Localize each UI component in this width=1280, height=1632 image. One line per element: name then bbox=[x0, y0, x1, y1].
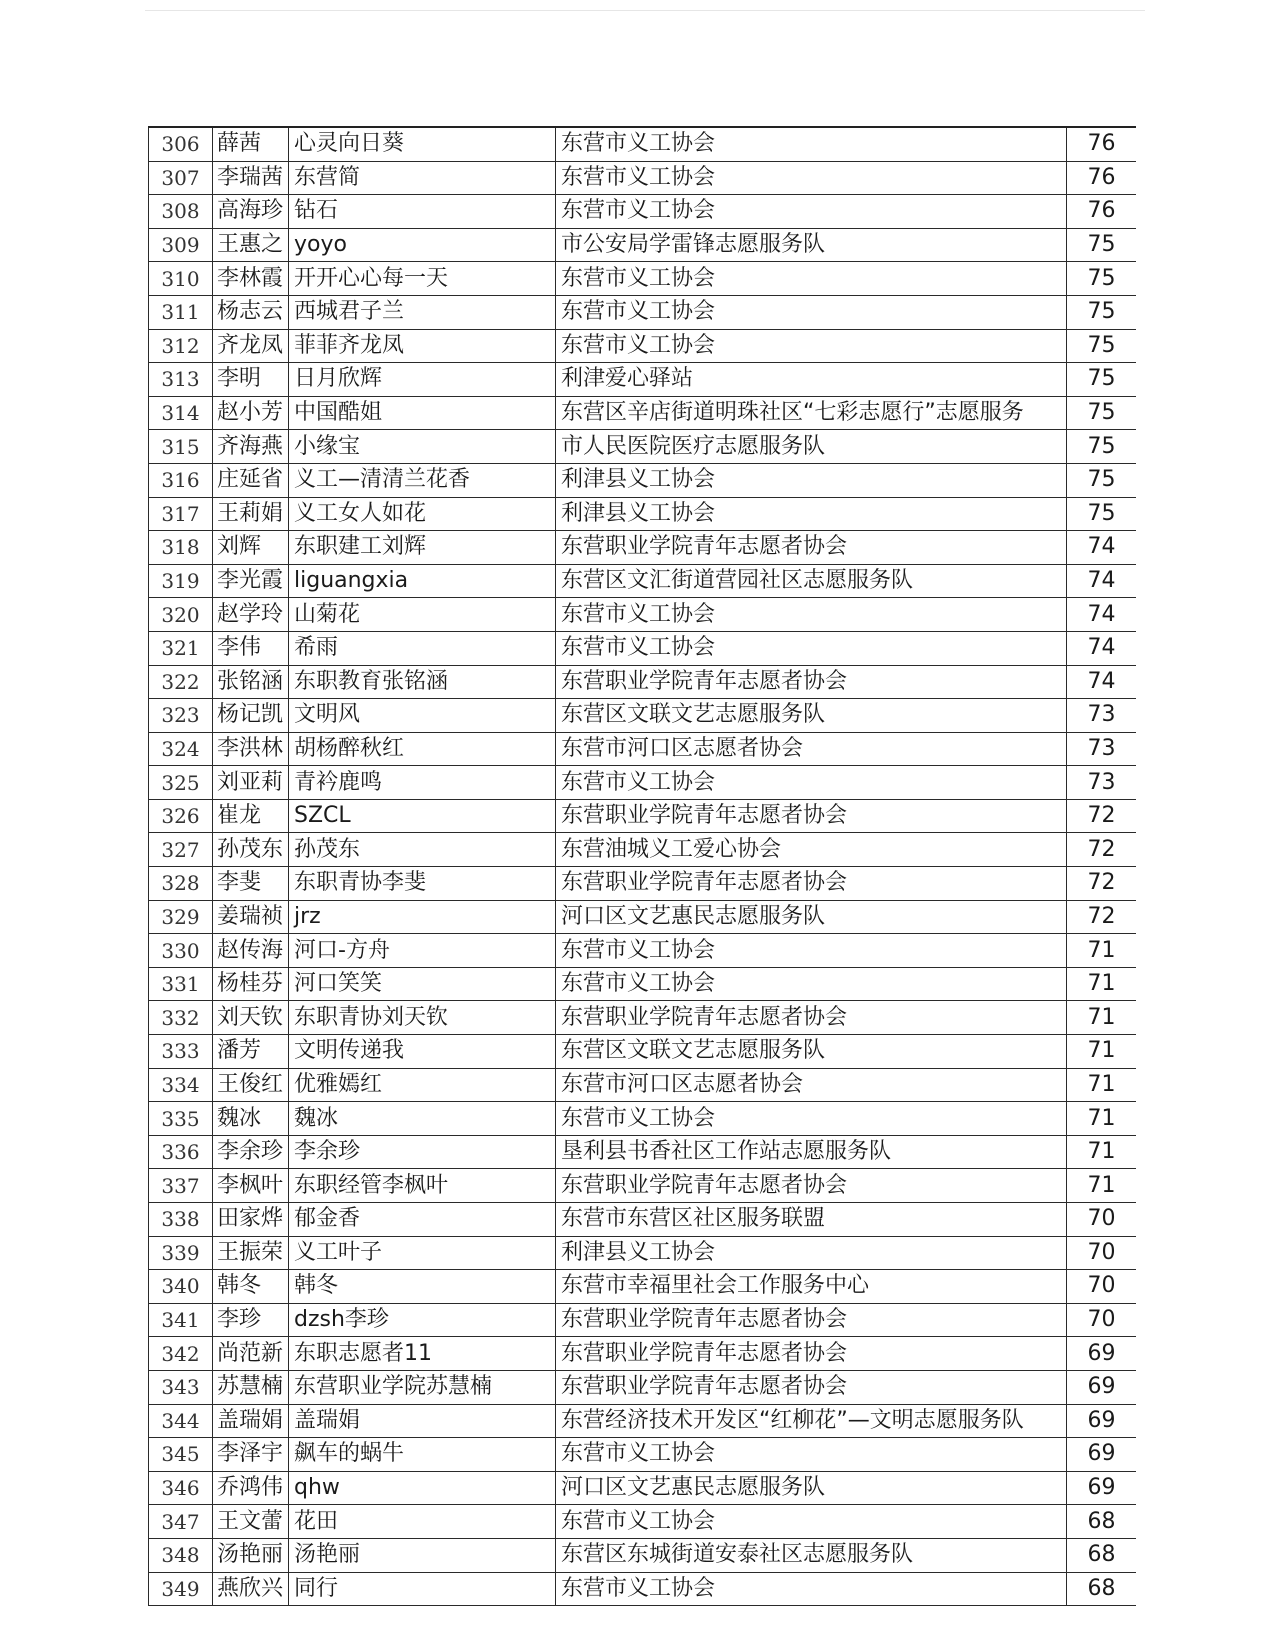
volunteer-name: 薛茜 bbox=[213, 127, 289, 161]
volunteer-nickname: 胡杨醉秋红 bbox=[289, 732, 556, 766]
row-number: 336 bbox=[149, 1135, 213, 1169]
volunteer-organization: 东营市河口区志愿者协会 bbox=[556, 732, 1067, 766]
volunteer-name: 庄延省 bbox=[213, 463, 289, 497]
volunteer-nickname: 河口笑笑 bbox=[289, 967, 556, 1001]
table-row bbox=[149, 1404, 1137, 1438]
volunteer-score: 74 bbox=[1067, 598, 1137, 632]
volunteer-name: 王振荣 bbox=[213, 1236, 289, 1270]
volunteer-score: 70 bbox=[1067, 1270, 1137, 1304]
volunteer-organization: 东营区文联文艺志愿服务队 bbox=[556, 699, 1067, 733]
volunteer-nickname: jrz bbox=[289, 900, 556, 934]
row-number: 310 bbox=[149, 262, 213, 296]
row-number: 335 bbox=[149, 1102, 213, 1136]
volunteer-score: 73 bbox=[1067, 699, 1137, 733]
volunteer-score: 69 bbox=[1067, 1337, 1137, 1371]
volunteer-nickname: 义工女人如花 bbox=[289, 497, 556, 531]
volunteer-score: 71 bbox=[1067, 934, 1137, 968]
table-row bbox=[149, 1572, 1137, 1606]
volunteer-organization: 东营市义工协会 bbox=[556, 1505, 1067, 1539]
volunteer-nickname: 山菊花 bbox=[289, 598, 556, 632]
volunteer-name: 李伟 bbox=[213, 631, 289, 665]
volunteer-nickname: 菲菲齐龙凤 bbox=[289, 329, 556, 363]
table-row bbox=[149, 799, 1137, 833]
volunteer-nickname: 孙茂东 bbox=[289, 833, 556, 867]
volunteer-score: 69 bbox=[1067, 1370, 1137, 1404]
volunteer-organization: 东营市义工协会 bbox=[556, 161, 1067, 195]
volunteer-name: 燕欣兴 bbox=[213, 1572, 289, 1606]
row-number: 320 bbox=[149, 598, 213, 632]
volunteer-name: 王惠之 bbox=[213, 228, 289, 262]
volunteer-organization: 东营经济技术开发区“红柳花”—文明志愿服务队 bbox=[556, 1404, 1067, 1438]
table-row bbox=[149, 1135, 1137, 1169]
table-row bbox=[149, 1068, 1137, 1102]
table-row bbox=[149, 1505, 1137, 1539]
volunteer-nickname: 东职青协刘天钦 bbox=[289, 1001, 556, 1035]
volunteer-name: 杨记凯 bbox=[213, 699, 289, 733]
volunteer-score: 75 bbox=[1067, 329, 1137, 363]
table-row bbox=[149, 1169, 1137, 1203]
volunteer-name: 李瑞茜 bbox=[213, 161, 289, 195]
volunteer-organization: 东营区文联文艺志愿服务队 bbox=[556, 1035, 1067, 1069]
table-row bbox=[149, 430, 1137, 464]
row-number: 314 bbox=[149, 396, 213, 430]
row-number: 325 bbox=[149, 766, 213, 800]
volunteer-organization: 东营职业学院青年志愿者协会 bbox=[556, 1370, 1067, 1404]
volunteer-organization: 东营职业学院青年志愿者协会 bbox=[556, 1001, 1067, 1035]
volunteer-organization: 东营市河口区志愿者协会 bbox=[556, 1068, 1067, 1102]
volunteer-nickname: 东职青协李斐 bbox=[289, 867, 556, 901]
table-row bbox=[149, 531, 1137, 565]
row-number: 329 bbox=[149, 900, 213, 934]
volunteer-name: 李泽宇 bbox=[213, 1438, 289, 1472]
volunteer-name: 王文蕾 bbox=[213, 1505, 289, 1539]
row-number: 315 bbox=[149, 430, 213, 464]
volunteer-name: 刘天钦 bbox=[213, 1001, 289, 1035]
volunteer-organization: 垦利县书香社区工作站志愿服务队 bbox=[556, 1135, 1067, 1169]
volunteer-nickname: dzsh李珍 bbox=[289, 1303, 556, 1337]
row-number: 312 bbox=[149, 329, 213, 363]
volunteer-score: 68 bbox=[1067, 1505, 1137, 1539]
volunteer-nickname: 郁金香 bbox=[289, 1203, 556, 1237]
row-number: 345 bbox=[149, 1438, 213, 1472]
volunteer-nickname: 文明传递我 bbox=[289, 1035, 556, 1069]
row-number: 339 bbox=[149, 1236, 213, 1270]
table-row bbox=[149, 363, 1137, 397]
table-row bbox=[149, 1001, 1137, 1035]
volunteer-nickname: 希雨 bbox=[289, 631, 556, 665]
volunteer-organization: 东营区东城街道安泰社区志愿服务队 bbox=[556, 1538, 1067, 1572]
volunteer-organization: 河口区文艺惠民志愿服务队 bbox=[556, 900, 1067, 934]
row-number: 334 bbox=[149, 1068, 213, 1102]
row-number: 338 bbox=[149, 1203, 213, 1237]
row-number: 342 bbox=[149, 1337, 213, 1371]
volunteer-organization: 东营职业学院青年志愿者协会 bbox=[556, 1337, 1067, 1371]
volunteer-score: 72 bbox=[1067, 900, 1137, 934]
volunteer-name: 赵学玲 bbox=[213, 598, 289, 632]
volunteer-score: 75 bbox=[1067, 295, 1137, 329]
volunteer-score: 71 bbox=[1067, 967, 1137, 1001]
volunteer-nickname: 魏冰 bbox=[289, 1102, 556, 1136]
table-row bbox=[149, 867, 1137, 901]
volunteer-nickname: 盖瑞娟 bbox=[289, 1404, 556, 1438]
volunteer-score: 75 bbox=[1067, 430, 1137, 464]
volunteer-nickname: 汤艳丽 bbox=[289, 1538, 556, 1572]
volunteer-name: 魏冰 bbox=[213, 1102, 289, 1136]
table-row bbox=[149, 1337, 1137, 1371]
volunteer-score: 70 bbox=[1067, 1303, 1137, 1337]
volunteer-score: 74 bbox=[1067, 564, 1137, 598]
volunteer-nickname: 东职教育张铭涵 bbox=[289, 665, 556, 699]
table-row bbox=[149, 766, 1137, 800]
table-row bbox=[149, 699, 1137, 733]
row-number: 306 bbox=[149, 127, 213, 161]
volunteer-organization: 东营市义工协会 bbox=[556, 1438, 1067, 1472]
volunteer-nickname: 文明风 bbox=[289, 699, 556, 733]
volunteer-organization: 东营市义工协会 bbox=[556, 598, 1067, 632]
row-number: 321 bbox=[149, 631, 213, 665]
volunteer-organization: 东营职业学院青年志愿者协会 bbox=[556, 867, 1067, 901]
volunteer-nickname: 飙车的蜗牛 bbox=[289, 1438, 556, 1472]
volunteer-nickname: 钻石 bbox=[289, 195, 556, 229]
row-number: 313 bbox=[149, 363, 213, 397]
volunteer-nickname: 东职经管李枫叶 bbox=[289, 1169, 556, 1203]
volunteer-organization: 东营市义工协会 bbox=[556, 766, 1067, 800]
volunteer-organization: 东营市义工协会 bbox=[556, 329, 1067, 363]
volunteer-name: 齐龙凤 bbox=[213, 329, 289, 363]
volunteer-name: 杨志云 bbox=[213, 295, 289, 329]
volunteer-name: 李余珍 bbox=[213, 1135, 289, 1169]
table-row bbox=[149, 967, 1137, 1001]
table-row bbox=[149, 295, 1137, 329]
volunteer-table bbox=[148, 126, 1136, 1606]
table-row bbox=[149, 564, 1137, 598]
table-row bbox=[149, 497, 1137, 531]
volunteer-score: 71 bbox=[1067, 1001, 1137, 1035]
volunteer-nickname: 河口-方舟 bbox=[289, 934, 556, 968]
volunteer-score: 76 bbox=[1067, 127, 1137, 161]
volunteer-score: 73 bbox=[1067, 766, 1137, 800]
table-row bbox=[149, 463, 1137, 497]
volunteer-organization: 东营市幸福里社会工作服务中心 bbox=[556, 1270, 1067, 1304]
volunteer-nickname: 小缘宝 bbox=[289, 430, 556, 464]
table-row bbox=[149, 833, 1137, 867]
volunteer-score: 72 bbox=[1067, 833, 1137, 867]
volunteer-organization: 东营职业学院青年志愿者协会 bbox=[556, 531, 1067, 565]
volunteer-organization: 东营市义工协会 bbox=[556, 1572, 1067, 1606]
row-number: 317 bbox=[149, 497, 213, 531]
table-row bbox=[149, 396, 1137, 430]
volunteer-nickname: 韩冬 bbox=[289, 1270, 556, 1304]
volunteer-name: 韩冬 bbox=[213, 1270, 289, 1304]
volunteer-name: 乔鸿伟 bbox=[213, 1471, 289, 1505]
row-number: 327 bbox=[149, 833, 213, 867]
volunteer-score: 70 bbox=[1067, 1236, 1137, 1270]
volunteer-name: 齐海燕 bbox=[213, 430, 289, 464]
row-number: 344 bbox=[149, 1404, 213, 1438]
volunteer-nickname: 优雅嫣红 bbox=[289, 1068, 556, 1102]
volunteer-organization: 市公安局学雷锋志愿服务队 bbox=[556, 228, 1067, 262]
volunteer-nickname: 东营职业学院苏慧楠 bbox=[289, 1370, 556, 1404]
table-row bbox=[149, 1370, 1137, 1404]
volunteer-roster-sheet bbox=[148, 126, 1136, 1632]
volunteer-name: 李明 bbox=[213, 363, 289, 397]
row-number: 332 bbox=[149, 1001, 213, 1035]
row-number: 343 bbox=[149, 1370, 213, 1404]
table-row bbox=[149, 1270, 1137, 1304]
table-row bbox=[149, 1203, 1137, 1237]
volunteer-score: 68 bbox=[1067, 1572, 1137, 1606]
volunteer-name: 高海珍 bbox=[213, 195, 289, 229]
volunteer-organization: 利津县义工协会 bbox=[556, 1236, 1067, 1270]
volunteer-organization: 利津县义工协会 bbox=[556, 497, 1067, 531]
volunteer-organization: 河口区文艺惠民志愿服务队 bbox=[556, 1471, 1067, 1505]
volunteer-score: 75 bbox=[1067, 363, 1137, 397]
table-row bbox=[149, 228, 1137, 262]
volunteer-name: 李斐 bbox=[213, 867, 289, 901]
table-row bbox=[149, 1471, 1137, 1505]
volunteer-name: 杨桂芬 bbox=[213, 967, 289, 1001]
volunteer-name: 李洪林 bbox=[213, 732, 289, 766]
volunteer-name: 田家烨 bbox=[213, 1203, 289, 1237]
volunteer-score: 71 bbox=[1067, 1169, 1137, 1203]
volunteer-score: 73 bbox=[1067, 732, 1137, 766]
volunteer-organization: 市人民医院医疗志愿服务队 bbox=[556, 430, 1067, 464]
table-row bbox=[149, 1303, 1137, 1337]
row-number: 307 bbox=[149, 161, 213, 195]
volunteer-organization: 东营职业学院青年志愿者协会 bbox=[556, 1303, 1067, 1337]
volunteer-score: 75 bbox=[1067, 228, 1137, 262]
volunteer-score: 72 bbox=[1067, 867, 1137, 901]
row-number: 324 bbox=[149, 732, 213, 766]
volunteer-organization: 东营区文汇街道营园社区志愿服务队 bbox=[556, 564, 1067, 598]
row-number: 349 bbox=[149, 1572, 213, 1606]
row-number: 348 bbox=[149, 1538, 213, 1572]
volunteer-name: 李光霞 bbox=[213, 564, 289, 598]
volunteer-organization: 东营区辛店街道明珠社区“七彩志愿行”志愿服务 bbox=[556, 396, 1067, 430]
volunteer-organization: 东营市义工协会 bbox=[556, 967, 1067, 1001]
volunteer-name: 王俊红 bbox=[213, 1068, 289, 1102]
volunteer-organization: 东营职业学院青年志愿者协会 bbox=[556, 665, 1067, 699]
volunteer-nickname: 日月欣辉 bbox=[289, 363, 556, 397]
volunteer-nickname: 心灵向日葵 bbox=[289, 127, 556, 161]
volunteer-score: 70 bbox=[1067, 1203, 1137, 1237]
volunteer-nickname: 东职建工刘辉 bbox=[289, 531, 556, 565]
row-number: 318 bbox=[149, 531, 213, 565]
row-number: 316 bbox=[149, 463, 213, 497]
volunteer-organization: 利津爱心驿站 bbox=[556, 363, 1067, 397]
volunteer-organization: 东营市东营区社区服务联盟 bbox=[556, 1203, 1067, 1237]
table-row bbox=[149, 1102, 1137, 1136]
table-row bbox=[149, 665, 1137, 699]
volunteer-name: 张铭涵 bbox=[213, 665, 289, 699]
row-number: 333 bbox=[149, 1035, 213, 1069]
volunteer-nickname: qhw bbox=[289, 1471, 556, 1505]
row-number: 331 bbox=[149, 967, 213, 1001]
volunteer-nickname: 西城君子兰 bbox=[289, 295, 556, 329]
table-row bbox=[149, 329, 1137, 363]
volunteer-score: 69 bbox=[1067, 1471, 1137, 1505]
table-row bbox=[149, 598, 1137, 632]
volunteer-organization: 东营市义工协会 bbox=[556, 295, 1067, 329]
volunteer-organization: 东营职业学院青年志愿者协会 bbox=[556, 799, 1067, 833]
volunteer-nickname: 中国酷姐 bbox=[289, 396, 556, 430]
table-row bbox=[149, 161, 1137, 195]
volunteer-name: 刘辉 bbox=[213, 531, 289, 565]
volunteer-score: 71 bbox=[1067, 1102, 1137, 1136]
volunteer-organization: 东营市义工协会 bbox=[556, 262, 1067, 296]
volunteer-score: 75 bbox=[1067, 396, 1137, 430]
volunteer-name: 姜瑞祯 bbox=[213, 900, 289, 934]
volunteer-score: 71 bbox=[1067, 1135, 1137, 1169]
table-row bbox=[149, 127, 1137, 161]
volunteer-name: 王莉娟 bbox=[213, 497, 289, 531]
volunteer-score: 72 bbox=[1067, 799, 1137, 833]
volunteer-nickname: 东营简 bbox=[289, 161, 556, 195]
volunteer-name: 李林霞 bbox=[213, 262, 289, 296]
volunteer-organization: 东营市义工协会 bbox=[556, 1102, 1067, 1136]
volunteer-organization: 东营市义工协会 bbox=[556, 934, 1067, 968]
table-row bbox=[149, 1538, 1137, 1572]
volunteer-nickname: liguangxia bbox=[289, 564, 556, 598]
volunteer-score: 75 bbox=[1067, 262, 1137, 296]
volunteer-name: 崔龙 bbox=[213, 799, 289, 833]
volunteer-nickname: 青衿鹿鸣 bbox=[289, 766, 556, 800]
volunteer-nickname: 同行 bbox=[289, 1572, 556, 1606]
page-edge-line bbox=[145, 10, 1145, 11]
row-number: 341 bbox=[149, 1303, 213, 1337]
row-number: 309 bbox=[149, 228, 213, 262]
volunteer-organization: 东营职业学院青年志愿者协会 bbox=[556, 1169, 1067, 1203]
volunteer-score: 76 bbox=[1067, 161, 1137, 195]
volunteer-name: 赵传海 bbox=[213, 934, 289, 968]
volunteer-organization: 东营市义工协会 bbox=[556, 127, 1067, 161]
volunteer-name: 盖瑞娟 bbox=[213, 1404, 289, 1438]
table-row bbox=[149, 195, 1137, 229]
volunteer-nickname: 李余珍 bbox=[289, 1135, 556, 1169]
row-number: 322 bbox=[149, 665, 213, 699]
row-number: 311 bbox=[149, 295, 213, 329]
table-row bbox=[149, 934, 1137, 968]
volunteer-score: 71 bbox=[1067, 1068, 1137, 1102]
volunteer-nickname: yoyo bbox=[289, 228, 556, 262]
volunteer-organization: 利津县义工协会 bbox=[556, 463, 1067, 497]
volunteer-name: 汤艳丽 bbox=[213, 1538, 289, 1572]
volunteer-score: 74 bbox=[1067, 665, 1137, 699]
row-number: 319 bbox=[149, 564, 213, 598]
row-number: 330 bbox=[149, 934, 213, 968]
row-number: 308 bbox=[149, 195, 213, 229]
volunteer-score: 74 bbox=[1067, 631, 1137, 665]
volunteer-score: 74 bbox=[1067, 531, 1137, 565]
row-number: 340 bbox=[149, 1270, 213, 1304]
volunteer-organization: 东营市义工协会 bbox=[556, 195, 1067, 229]
volunteer-score: 71 bbox=[1067, 1035, 1137, 1069]
volunteer-nickname: 开开心心每一天 bbox=[289, 262, 556, 296]
volunteer-nickname: 花田 bbox=[289, 1505, 556, 1539]
volunteer-nickname: 东职志愿者11 bbox=[289, 1337, 556, 1371]
table-row bbox=[149, 262, 1137, 296]
volunteer-name: 李枫叶 bbox=[213, 1169, 289, 1203]
volunteer-score: 69 bbox=[1067, 1438, 1137, 1472]
volunteer-organization: 东营油城义工爱心协会 bbox=[556, 833, 1067, 867]
volunteer-score: 75 bbox=[1067, 463, 1137, 497]
table-row bbox=[149, 732, 1137, 766]
row-number: 328 bbox=[149, 867, 213, 901]
volunteer-score: 68 bbox=[1067, 1538, 1137, 1572]
volunteer-name: 赵小芳 bbox=[213, 396, 289, 430]
volunteer-score: 76 bbox=[1067, 195, 1137, 229]
volunteer-name: 苏慧楠 bbox=[213, 1370, 289, 1404]
volunteer-name: 潘芳 bbox=[213, 1035, 289, 1069]
volunteer-name: 尚范新 bbox=[213, 1337, 289, 1371]
volunteer-name: 孙茂东 bbox=[213, 833, 289, 867]
volunteer-name: 李珍 bbox=[213, 1303, 289, 1337]
table-row bbox=[149, 1438, 1137, 1472]
table-row bbox=[149, 1236, 1137, 1270]
table-row bbox=[149, 1035, 1137, 1069]
row-number: 346 bbox=[149, 1471, 213, 1505]
table-body bbox=[149, 127, 1137, 1606]
table-row bbox=[149, 631, 1137, 665]
row-number: 347 bbox=[149, 1505, 213, 1539]
table-row bbox=[149, 900, 1137, 934]
row-number: 326 bbox=[149, 799, 213, 833]
volunteer-score: 69 bbox=[1067, 1404, 1137, 1438]
row-number: 323 bbox=[149, 699, 213, 733]
volunteer-name: 刘亚莉 bbox=[213, 766, 289, 800]
volunteer-organization: 东营市义工协会 bbox=[556, 631, 1067, 665]
volunteer-nickname: SZCL bbox=[289, 799, 556, 833]
volunteer-score: 75 bbox=[1067, 497, 1137, 531]
volunteer-nickname: 义工—清清兰花香 bbox=[289, 463, 556, 497]
row-number: 337 bbox=[149, 1169, 213, 1203]
volunteer-nickname: 义工叶子 bbox=[289, 1236, 556, 1270]
